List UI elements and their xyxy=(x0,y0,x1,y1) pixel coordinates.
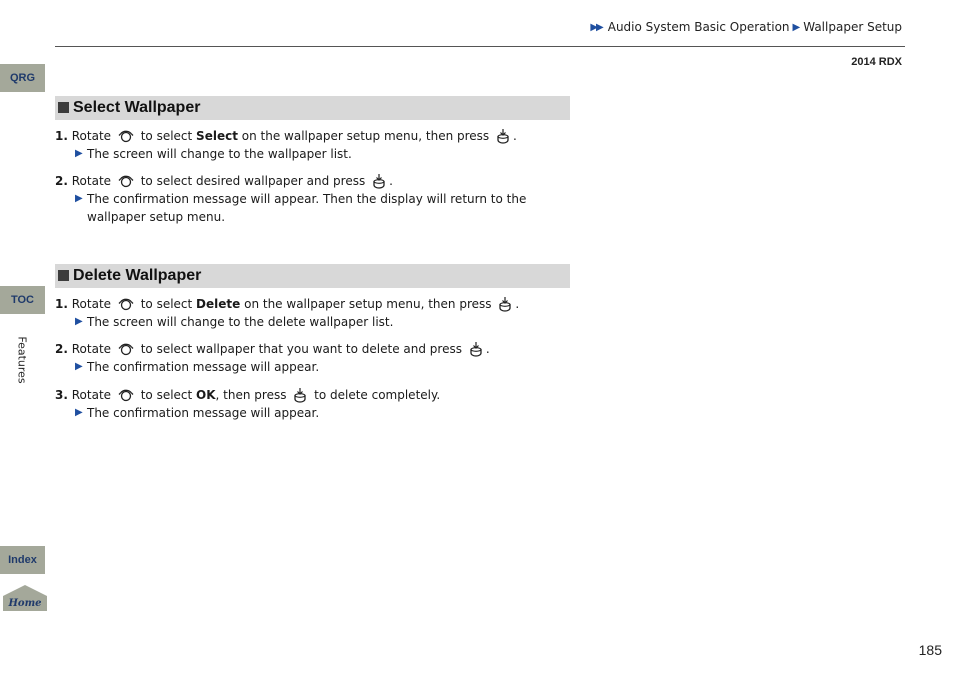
delete-step-1 xyxy=(55,295,575,331)
step-number: 1. xyxy=(55,297,68,311)
menu-keyword: OK xyxy=(196,388,216,402)
step-text: Rotate xyxy=(71,342,112,356)
interface-dial-icon xyxy=(118,128,134,144)
select-step-1 xyxy=(55,127,575,163)
step-text: to select xyxy=(140,297,193,311)
step-text: Rotate xyxy=(71,297,112,311)
interface-dial-icon xyxy=(118,387,134,403)
header-rule xyxy=(55,46,905,47)
step-result: wallpaper setup menu. xyxy=(87,210,226,224)
double-arrow-icon: ▶▶ xyxy=(590,21,602,33)
step-result: The confirmation message will appear. xyxy=(87,360,320,374)
press-dial-icon xyxy=(498,296,512,312)
step-text: Rotate xyxy=(71,129,112,143)
interface-dial-icon xyxy=(118,173,134,189)
step-text: . xyxy=(485,342,490,356)
interface-dial-icon xyxy=(118,341,134,357)
step-text: . xyxy=(389,174,393,188)
step-text: to select xyxy=(140,129,193,143)
square-bullet-icon xyxy=(58,270,69,281)
step-text: . xyxy=(515,297,520,311)
home-button[interactable] xyxy=(2,584,48,612)
menu-keyword: Delete xyxy=(196,297,241,311)
step-number: 2. xyxy=(55,342,68,356)
breadcrumb-current: Wallpaper Setup xyxy=(803,20,902,34)
step-text: to select desired wallpaper and press xyxy=(140,174,366,188)
svg-text:Home: Home xyxy=(8,598,42,609)
breadcrumb xyxy=(590,20,902,34)
step-text: , then press xyxy=(215,388,287,402)
select-step-2 xyxy=(55,172,575,226)
step-number: 3. xyxy=(55,388,68,402)
step-text: to select xyxy=(140,388,193,402)
step-result: The confirmation message will appear. xyxy=(87,406,320,420)
qrg-button[interactable]: QRG xyxy=(0,64,45,92)
press-dial-icon xyxy=(372,173,386,189)
square-bullet-icon xyxy=(58,102,69,113)
step-result: The screen will change to the wallpaper list. xyxy=(87,147,352,161)
step-text: . xyxy=(513,129,517,143)
section-title: Select Wallpaper xyxy=(73,99,201,116)
section-header-delete xyxy=(55,264,570,288)
result-arrow-icon: ▶ xyxy=(75,361,83,372)
result-arrow-icon: ▶ xyxy=(75,316,83,327)
result-arrow-icon: ▶ xyxy=(75,148,83,159)
interface-dial-icon xyxy=(118,296,134,312)
index-button[interactable]: Index xyxy=(0,546,45,574)
press-dial-icon xyxy=(496,128,510,144)
step-number: 1. xyxy=(55,129,68,143)
delete-step-2 xyxy=(55,340,575,376)
menu-keyword: Select xyxy=(196,129,238,143)
step-text: on the wallpaper setup menu, then press xyxy=(241,129,490,143)
delete-step-3 xyxy=(55,386,575,422)
result-arrow-icon: ▶ xyxy=(75,407,83,418)
step-result: The screen will change to the delete wallpaper list. xyxy=(87,315,394,329)
step-result: The confirmation message will appear. Then the display will return to the xyxy=(87,192,527,206)
press-dial-icon xyxy=(469,341,483,357)
step-text: to delete completely. xyxy=(314,388,441,402)
arrow-icon: ▶ xyxy=(792,21,801,33)
section-label: Features xyxy=(15,336,29,384)
model-label: 2014 RDX xyxy=(851,56,902,68)
step-text: Rotate xyxy=(71,388,112,402)
section-header-select xyxy=(55,96,570,120)
home-icon xyxy=(2,584,48,612)
page-number: 185 xyxy=(918,642,942,658)
step-text: Rotate xyxy=(71,174,112,188)
breadcrumb-link-audio[interactable]: Audio System Basic Operation xyxy=(607,20,790,34)
section-title: Delete Wallpaper xyxy=(73,267,202,284)
press-dial-icon xyxy=(293,387,307,403)
step-text: on the wallpaper setup menu, then press xyxy=(244,297,492,311)
step-number: 2. xyxy=(55,174,68,188)
toc-button[interactable]: TOC xyxy=(0,286,45,314)
result-arrow-icon: ▶ xyxy=(75,193,83,204)
step-text: to select wallpaper that you want to delete and press xyxy=(140,342,462,356)
